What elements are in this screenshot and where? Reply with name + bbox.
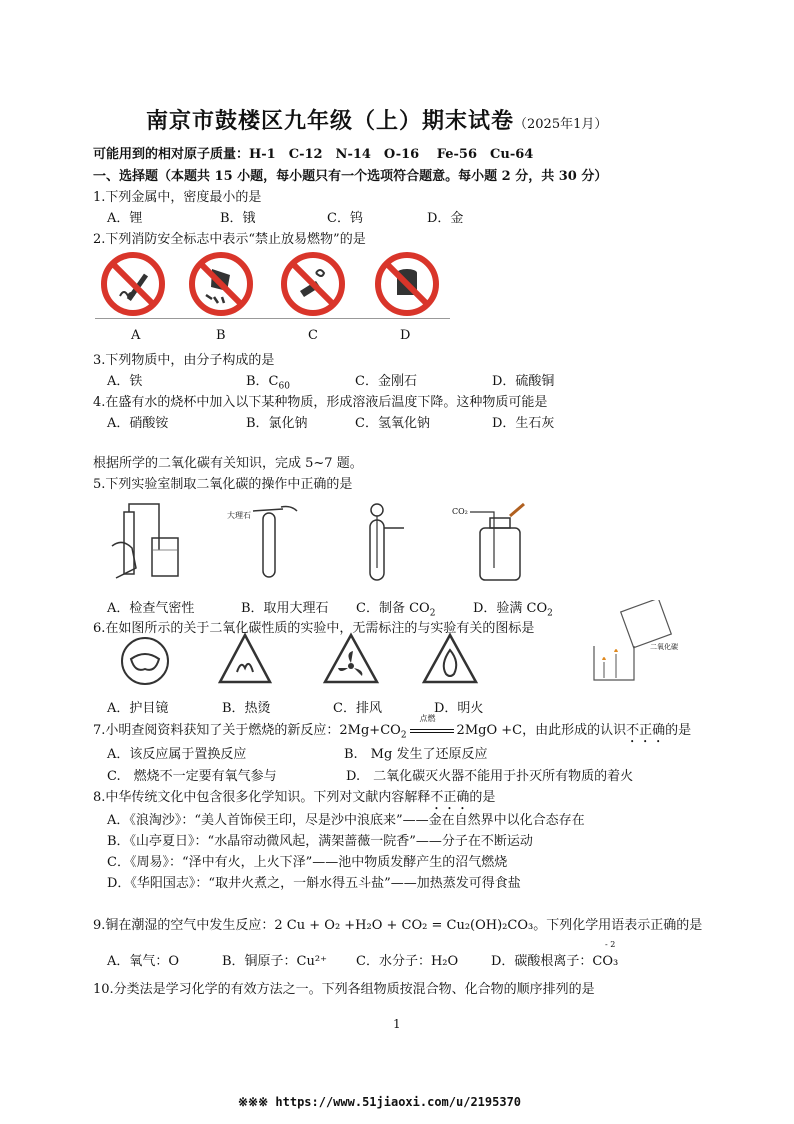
q7-option-d: D. 二氧化碳灭火器不能用于扑灭所有物质的着火 — [346, 769, 634, 784]
q7-option-b: B. Mg 发生了还原反应 — [344, 747, 488, 762]
intro-5-7: 根据所学的二氧化碳有关知识，完成 5~7 题。 — [93, 456, 363, 471]
open-flame-icon — [421, 632, 479, 686]
co2-bottle-label: 二氧化碳 — [650, 643, 678, 651]
co2-tube-label: CO₂ — [452, 507, 468, 516]
q2-label-c: C — [308, 328, 318, 343]
q4-option-a: A．硝酸铵 — [107, 416, 169, 431]
q5-option-d: D．验满 $CO_2$ — [473, 601, 553, 619]
q3-option-b: B．$C_{60}$ — [246, 374, 290, 392]
no-fuel-drum-sign-icon — [374, 251, 440, 317]
q7-option-c: C. 燃烧不一定要有氧气参与 — [107, 769, 277, 784]
hot-surface-icon — [217, 632, 273, 686]
q9-option-a: A．氧气：O — [107, 954, 180, 969]
q9-option-c: C．水分子：H₂O — [356, 954, 459, 969]
q1-option-d: D．金 — [427, 211, 464, 226]
q2-label-a: A — [131, 328, 141, 343]
q9-option-b: B．铜原子：Cu²⁺ — [222, 954, 327, 969]
q8-option-c: C．《周易》：“泽中有火，上火下泽”——池中物质发酵产生的沼气燃烧 — [107, 855, 508, 870]
q6-option-a: A．护目镜 — [107, 701, 169, 716]
q5-option-b: B．取用大理石 — [241, 601, 329, 616]
q8-option-d: D．《华阳国志》：“取井火煮之，一斛水得五斗盐”——加热蒸发可得食盐 — [107, 876, 521, 891]
q2-stem: 2.下列消防安全标志中表示“禁止放易燃物”的是 — [93, 232, 366, 247]
q2-label-b: B — [216, 328, 226, 343]
q1-option-a: A．锂 — [107, 211, 143, 226]
carbonate-charge: - 2 — [605, 940, 616, 949]
q3-stem: 3.下列物质中，由分子构成的是 — [93, 353, 275, 368]
q1-option-c: C．钨 — [327, 211, 363, 226]
exhaust-fan-icon — [322, 632, 380, 686]
goggles-icon — [119, 635, 171, 687]
title-date: （2025年1月） — [514, 117, 608, 132]
q10-stem: 10.分类法是学习化学的有效方法之一。下列各组物质按混合物、化合物的顺序排列的是 — [93, 982, 595, 997]
q9-option-d: D．碳酸根离子：CO₃ — [491, 954, 619, 969]
q6-option-c: C．排风 — [333, 701, 382, 716]
q4-option-b: B．氯化钠 — [246, 416, 308, 431]
no-flammables-sign-icon — [188, 251, 254, 317]
q1-stem: 1.下列金属中，密度最小的是 — [93, 190, 262, 205]
q1-option-b: B．锇 — [220, 211, 256, 226]
q6-option-b: B．热烫 — [222, 701, 271, 716]
q4-stem: 4.在盛有水的烧杯中加入以下某种物质，形成溶液后温度下降。这种物质可能是 — [93, 395, 548, 410]
q8-option-b: B．《山亭夏日》：“水晶帘动微风起，满架蔷薇一院香”——分子在不断运动 — [107, 834, 533, 849]
q9-stem: 9.铜在潮湿的空气中发生反应：2 Cu + O₂ +H₂O + CO₂ = Cu₂(OH)₂CO₃。下列化学用语表示正确的是 — [93, 918, 703, 933]
q3-option-c: C．金刚石 — [355, 374, 417, 389]
marble-label: 大理石 — [227, 511, 251, 520]
page-number: 1 — [393, 1017, 401, 1031]
q5-option-c: C．制备 $CO_2$ — [356, 601, 436, 619]
q8-stem: 8.中华传统文化中包含很多化学知识。下列对文献内容解释不正确的是 — [93, 790, 496, 805]
q6-stem: 6.在如图所示的关于二氧化碳性质的实验中，无需标注的与实验有关的图标是 — [93, 621, 535, 636]
q2-label-d: D — [400, 328, 411, 343]
footer-watermark-link[interactable]: ※※※ https://www.51jiaoxi.com/u/2195370 — [238, 1095, 522, 1109]
q3-option-d: D．硫酸铜 — [492, 374, 555, 389]
section-heading: 一、选择题（本题共 15 小题，每小题只有一个选项符合题意。每小题 2 分，共 30 分） — [93, 169, 608, 184]
q8-option-a: A．《浪淘沙》：“美人首饰侯王印，尽是沙中浪底来”——金在自然界中以化合态存在 — [107, 813, 585, 828]
q6-option-d: D．明火 — [434, 701, 484, 716]
co2-preparation-figure — [356, 498, 416, 586]
atomic-masses: 可能用到的相对原子质量：H-1 C-12 N-14 O-16 Fe-56 Cu-64 — [93, 147, 534, 162]
no-smoking-sign-icon — [100, 251, 166, 317]
q3-option-a: A．铁 — [107, 374, 143, 389]
page-title — [146, 104, 607, 135]
q5-option-a: A．检查气密性 — [107, 601, 195, 616]
airtightness-check-figure — [108, 498, 188, 586]
q7-option-a: A．该反应属于置换反应 — [107, 747, 247, 762]
q7-stem: 7.小明查阅资料获知了关于燃烧的新反应：$2Mg+CO_2$ 点燃 2MgO +C，由此形成的认识不正确的是 — [93, 714, 692, 741]
no-open-flame-sign-icon — [280, 251, 346, 317]
q5-stem: 5.下列实验室制取二氧化碳的操作中正确的是 — [93, 477, 353, 492]
q4-option-d: D．生石灰 — [492, 416, 555, 431]
title-main: 南京市鼓楼区九年级（上）期末试卷 — [146, 108, 515, 134]
q4-option-c: C．氢氧化钠 — [355, 416, 430, 431]
